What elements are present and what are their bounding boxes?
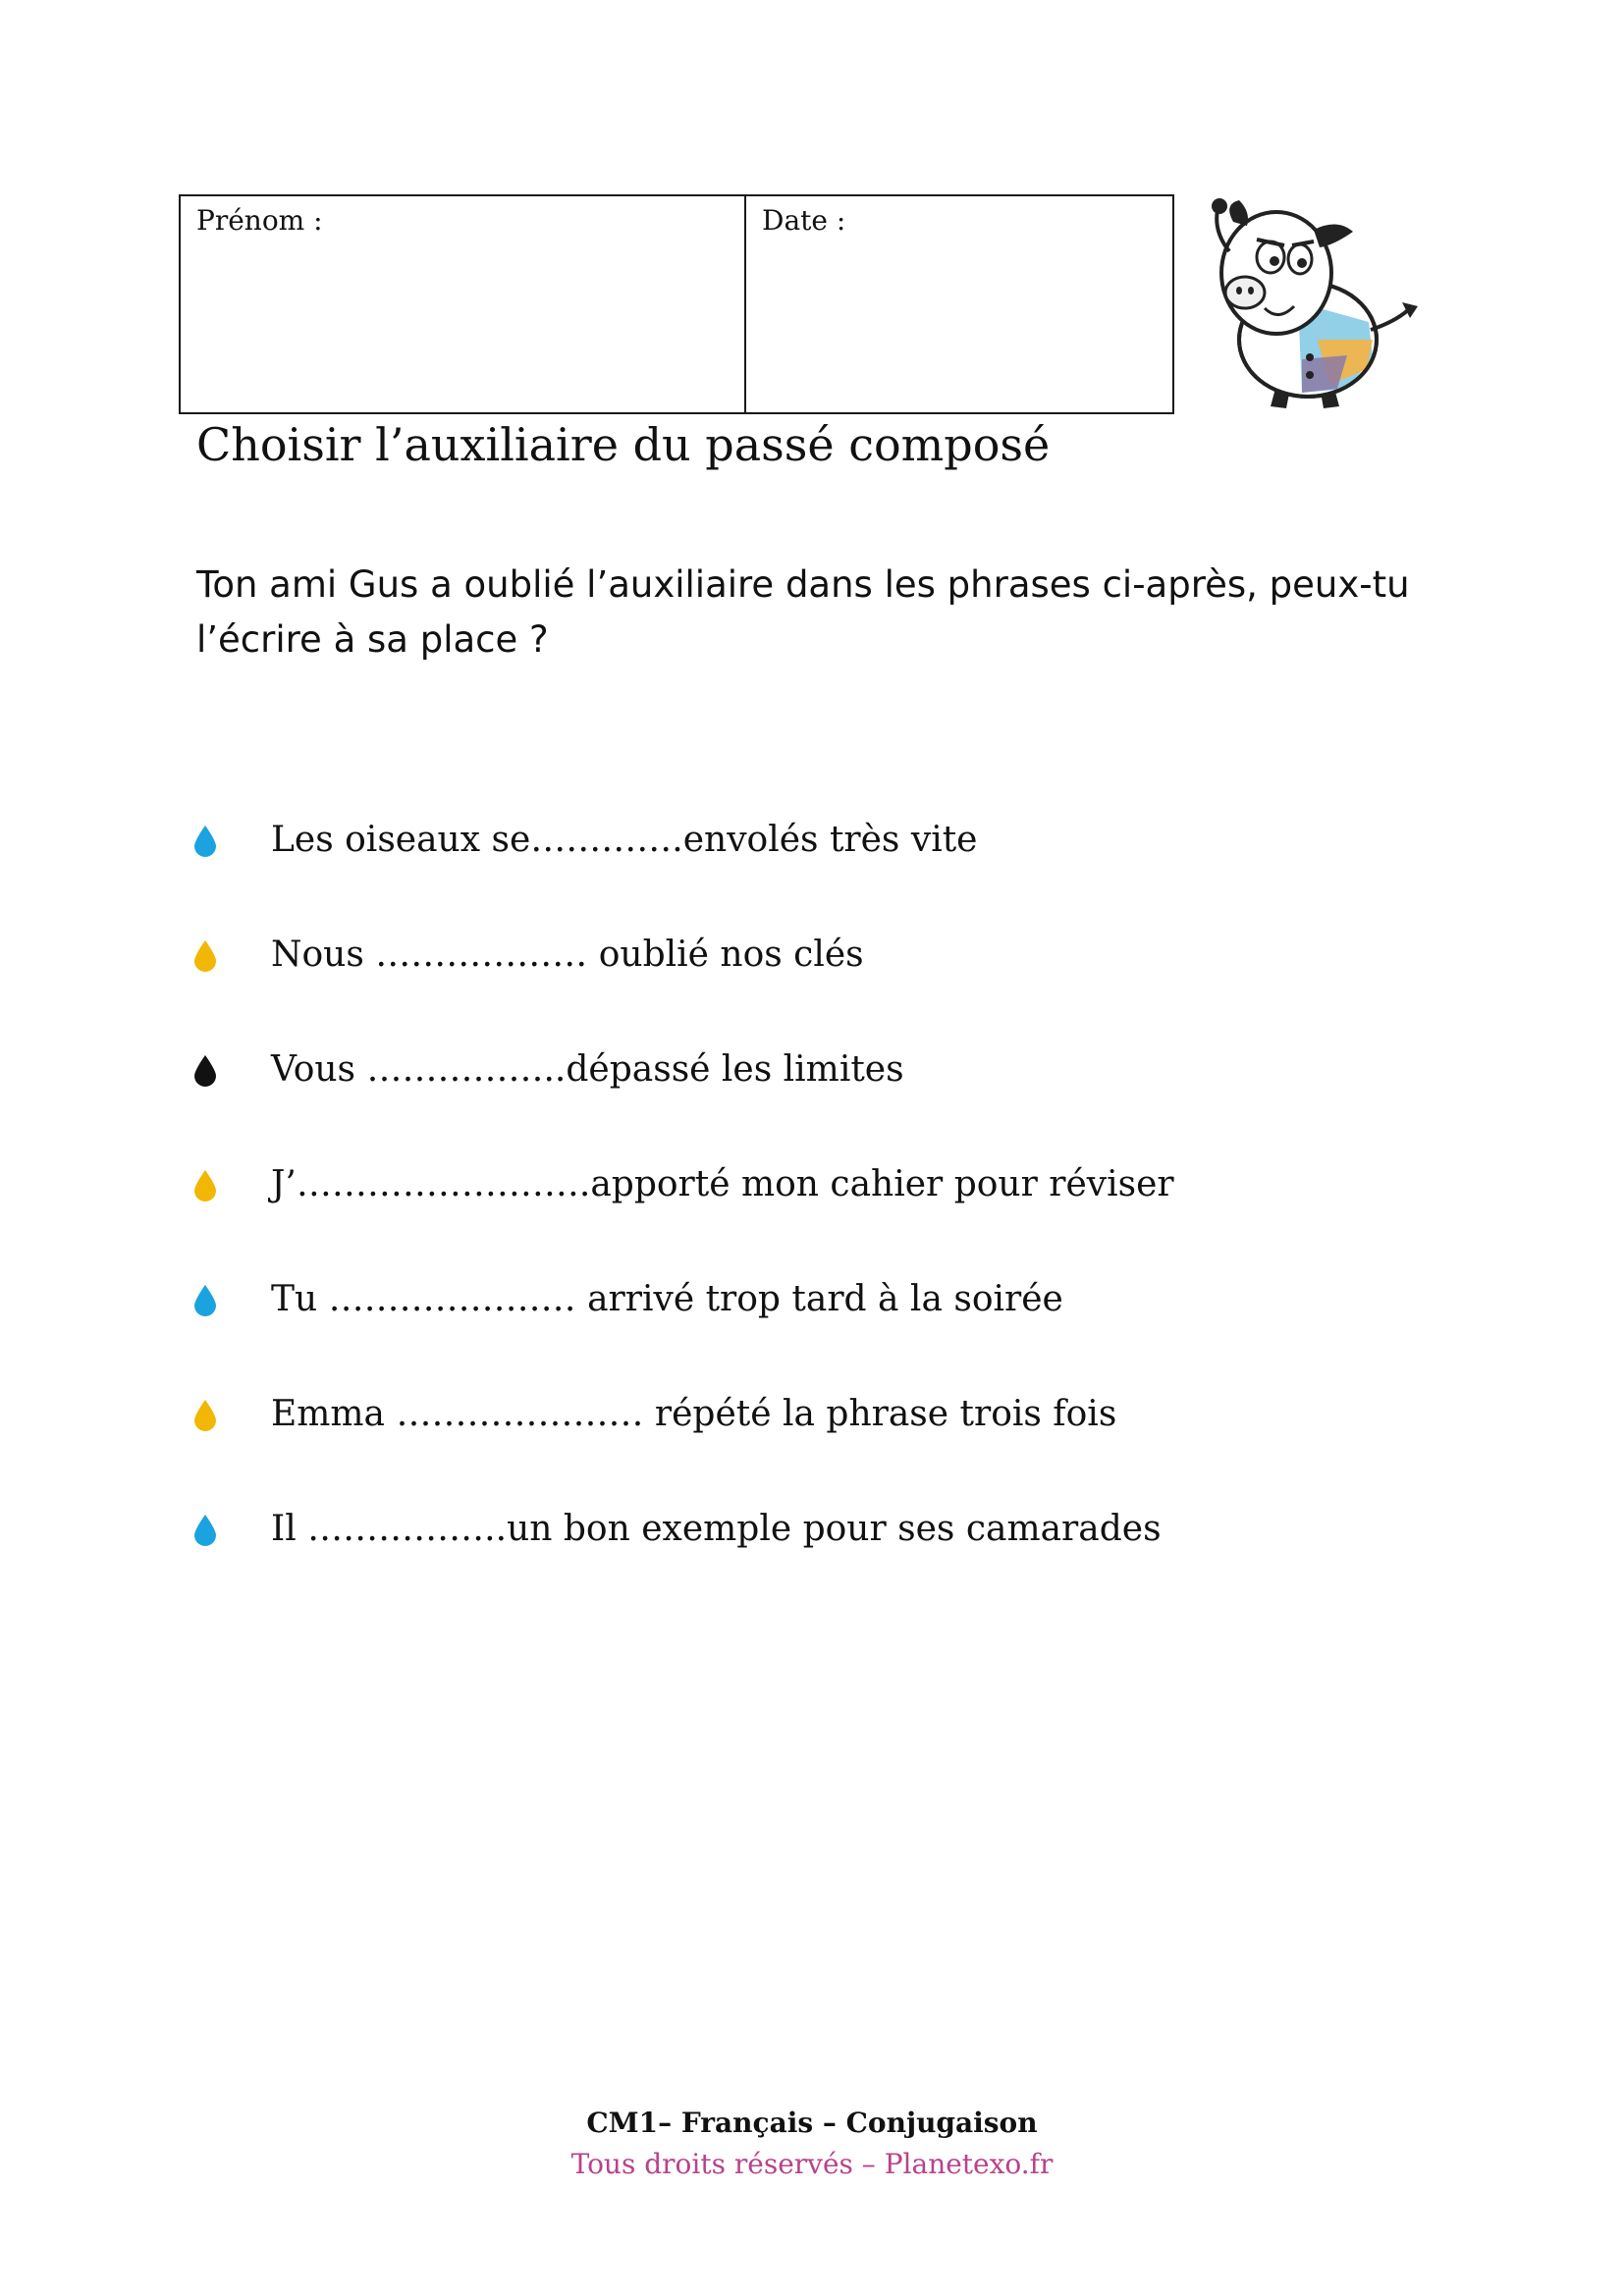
drop-bullet-icon — [192, 1514, 218, 1547]
exercise-item-4 — [192, 1157, 1174, 1272]
prenom-label: Prénom : — [196, 204, 323, 237]
exercise-sentence: Vous ……………..dépassé les limites — [271, 1049, 904, 1090]
exercise-sentence: Les oiseaux se………….envolés très vite — [271, 820, 978, 860]
drop-bullet-icon — [192, 1054, 218, 1088]
drop-bullet-icon — [192, 825, 218, 858]
exercise-item-2 — [192, 928, 1174, 1042]
exercise-item-5 — [192, 1272, 1174, 1387]
exercise-sentence: J’…………………….apporté mon cahier pour réviser — [271, 1164, 1174, 1204]
drop-bullet-icon — [192, 1284, 218, 1317]
instruction-text: Ton ami Gus a oublié l’auxiliaire dans les phrases ci-après, peux-tu l’écrire à sa place ? — [196, 563, 1410, 661]
exercise-item-6 — [192, 1387, 1174, 1502]
drop-bullet-icon — [192, 939, 218, 973]
footer-subject: CM1– Français – Conjugaison — [586, 2107, 1038, 2139]
footer-rights: Tous droits réservés – Planetexo.fr — [570, 2148, 1054, 2180]
exercise-item-7 — [192, 1502, 1174, 1617]
sheep-mascot-icon — [1200, 192, 1426, 418]
exercise-list — [192, 813, 1174, 1617]
drop-bullet-icon — [192, 1399, 218, 1432]
exercise-sentence: Nous ……………… oublié nos clés — [271, 934, 864, 975]
prenom-cell[interactable] — [181, 196, 746, 412]
student-info-box — [179, 194, 1174, 414]
date-cell[interactable] — [746, 196, 1172, 412]
exercise-sentence: Emma ………………… répété la phrase trois fois — [271, 1394, 1117, 1434]
exercise-item-3 — [192, 1042, 1174, 1157]
exercise-sentence: Tu ………………… arrivé trop tard à la soirée — [271, 1279, 1063, 1319]
exercise-item-1 — [192, 813, 1174, 928]
page-title: Choisir l’auxiliaire du passé composé — [196, 418, 1051, 471]
drop-bullet-icon — [192, 1169, 218, 1202]
exercise-sentence: Il ……………..un bon exemple pour ses camarades — [271, 1509, 1162, 1549]
date-label: Date : — [762, 204, 846, 237]
